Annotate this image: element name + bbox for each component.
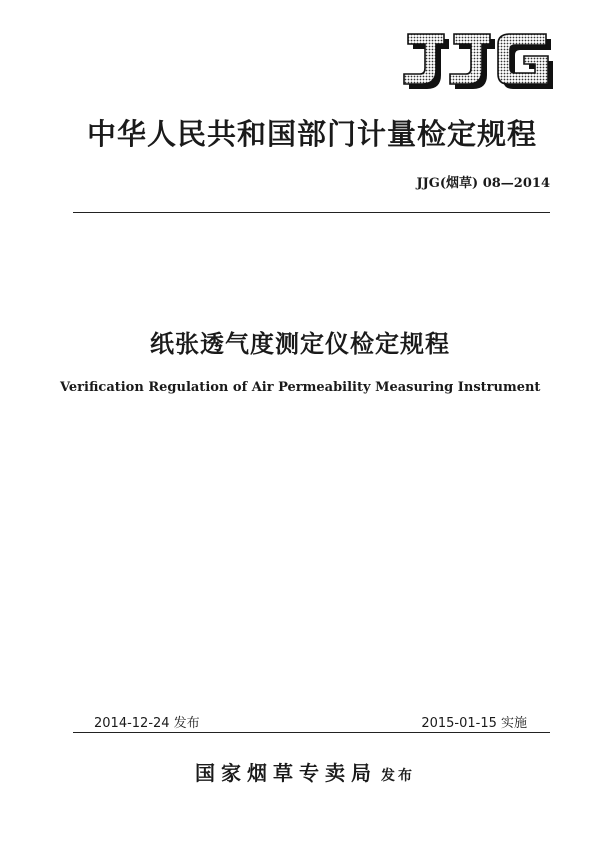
publisher-name: 国家烟草专卖局	[195, 761, 377, 785]
document-code: JJG(烟草) 08—2014	[416, 176, 550, 191]
top-divider	[73, 212, 550, 213]
publisher-line	[140, 757, 470, 786]
jjg-logo-graphic	[398, 30, 558, 92]
bottom-divider	[73, 732, 550, 733]
issue-date: 2014-12-24 发布	[94, 716, 200, 731]
jjg-logo	[398, 30, 558, 92]
effective-date: 2015-01-15 实施	[421, 716, 527, 731]
title-chinese: 纸张透气度测定仪检定规程	[150, 330, 450, 358]
series-title: 中华人民共和国部门计量检定规程	[86, 117, 537, 151]
title-english: Verification Regulation of Air Permeability Measuring Instrument	[60, 380, 541, 395]
publisher-action: 发布	[381, 768, 415, 784]
